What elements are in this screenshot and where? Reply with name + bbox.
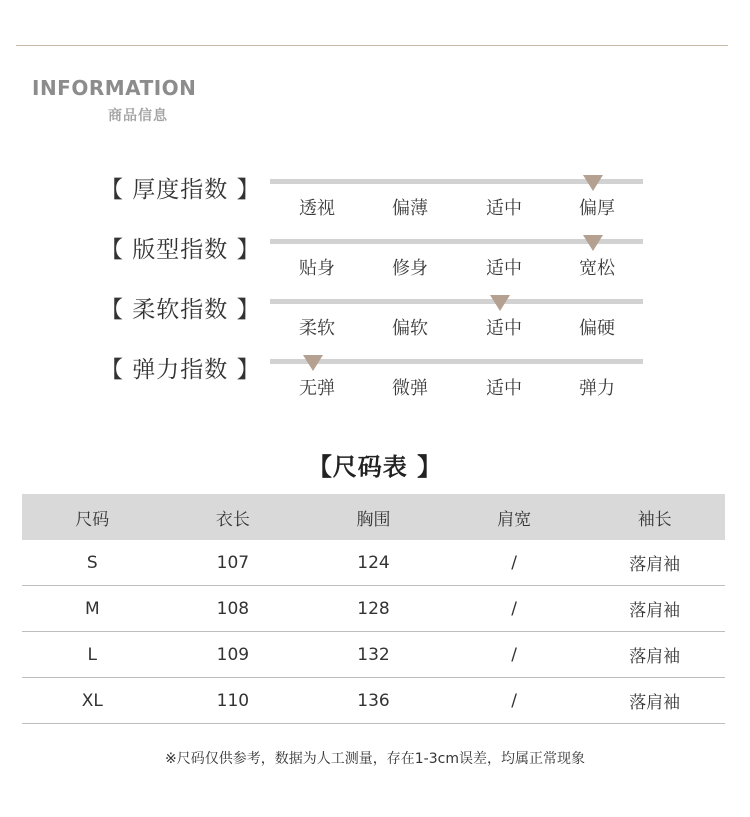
index-label: 【 版型指数 】: [100, 237, 261, 263]
table-cell: /: [444, 540, 585, 586]
index-scale-bar: [270, 299, 643, 304]
table-cell: S: [22, 540, 163, 586]
index-row-thickness: [0, 171, 750, 231]
table-cell: M: [22, 586, 163, 632]
table-header-cell: 尺码: [22, 494, 163, 540]
index-option: 适中: [486, 258, 522, 279]
table-header-cell: 胸围: [303, 494, 444, 540]
table-cell: /: [444, 678, 585, 724]
table-cell: 108: [163, 586, 304, 632]
index-row-softness: [0, 291, 750, 351]
index-option: 适中: [486, 318, 522, 339]
index-option: 贴身: [299, 258, 335, 279]
top-divider: [16, 45, 728, 46]
table-cell: 落肩袖: [584, 540, 725, 586]
table-cell: 136: [303, 678, 444, 724]
index-marker: [583, 175, 603, 191]
table-header-cell: 肩宽: [444, 494, 585, 540]
index-label: 【 厚度指数 】: [100, 177, 261, 203]
index-option: 宽松: [579, 258, 615, 279]
table-cell: 109: [163, 632, 304, 678]
information-subtitle: 商品信息: [108, 108, 168, 124]
table-cell: 107: [163, 540, 304, 586]
size-chart-table: [22, 494, 725, 724]
index-marker: [583, 235, 603, 251]
index-option: 无弹: [299, 378, 335, 399]
table-header-row: [22, 494, 725, 540]
table-header-cell: 衣长: [163, 494, 304, 540]
table-cell: 124: [303, 540, 444, 586]
index-row-fit: [0, 231, 750, 291]
table-row: [22, 632, 725, 678]
index-marker: [490, 295, 510, 311]
information-title: INFORMATION: [32, 76, 197, 100]
table-cell: L: [22, 632, 163, 678]
table-cell: /: [444, 632, 585, 678]
table-cell: 132: [303, 632, 444, 678]
table-cell: 落肩袖: [584, 632, 725, 678]
table-cell: 110: [163, 678, 304, 724]
index-scale-bar: [270, 359, 643, 364]
index-option: 微弹: [392, 378, 428, 399]
index-option: 适中: [486, 378, 522, 399]
index-option: 偏硬: [579, 318, 615, 339]
table-cell: XL: [22, 678, 163, 724]
index-option: 偏薄: [392, 198, 428, 219]
table-header-cell: 袖长: [584, 494, 725, 540]
size-chart-title: 【尺码表 】: [307, 453, 443, 481]
index-row-elasticity: [0, 351, 750, 411]
measurement-note: ※尺码仅供参考，数据为人工测量，存在1-3cm误差，均属正常现象: [165, 751, 585, 767]
index-option: 弹力: [579, 378, 615, 399]
index-label: 【 弹力指数 】: [100, 357, 261, 383]
index-option: 偏软: [392, 318, 428, 339]
index-marker: [303, 355, 323, 371]
table-row: [22, 540, 725, 586]
index-option: 修身: [392, 258, 428, 279]
index-option: 柔软: [299, 318, 335, 339]
table-cell: 128: [303, 586, 444, 632]
index-option: 偏厚: [579, 198, 615, 219]
table-row: [22, 678, 725, 724]
index-label: 【 柔软指数 】: [100, 297, 261, 323]
table-row: [22, 586, 725, 632]
table-cell: 落肩袖: [584, 586, 725, 632]
index-option: 透视: [299, 198, 335, 219]
table-cell: /: [444, 586, 585, 632]
index-option: 适中: [486, 198, 522, 219]
table-cell: 落肩袖: [584, 678, 725, 724]
